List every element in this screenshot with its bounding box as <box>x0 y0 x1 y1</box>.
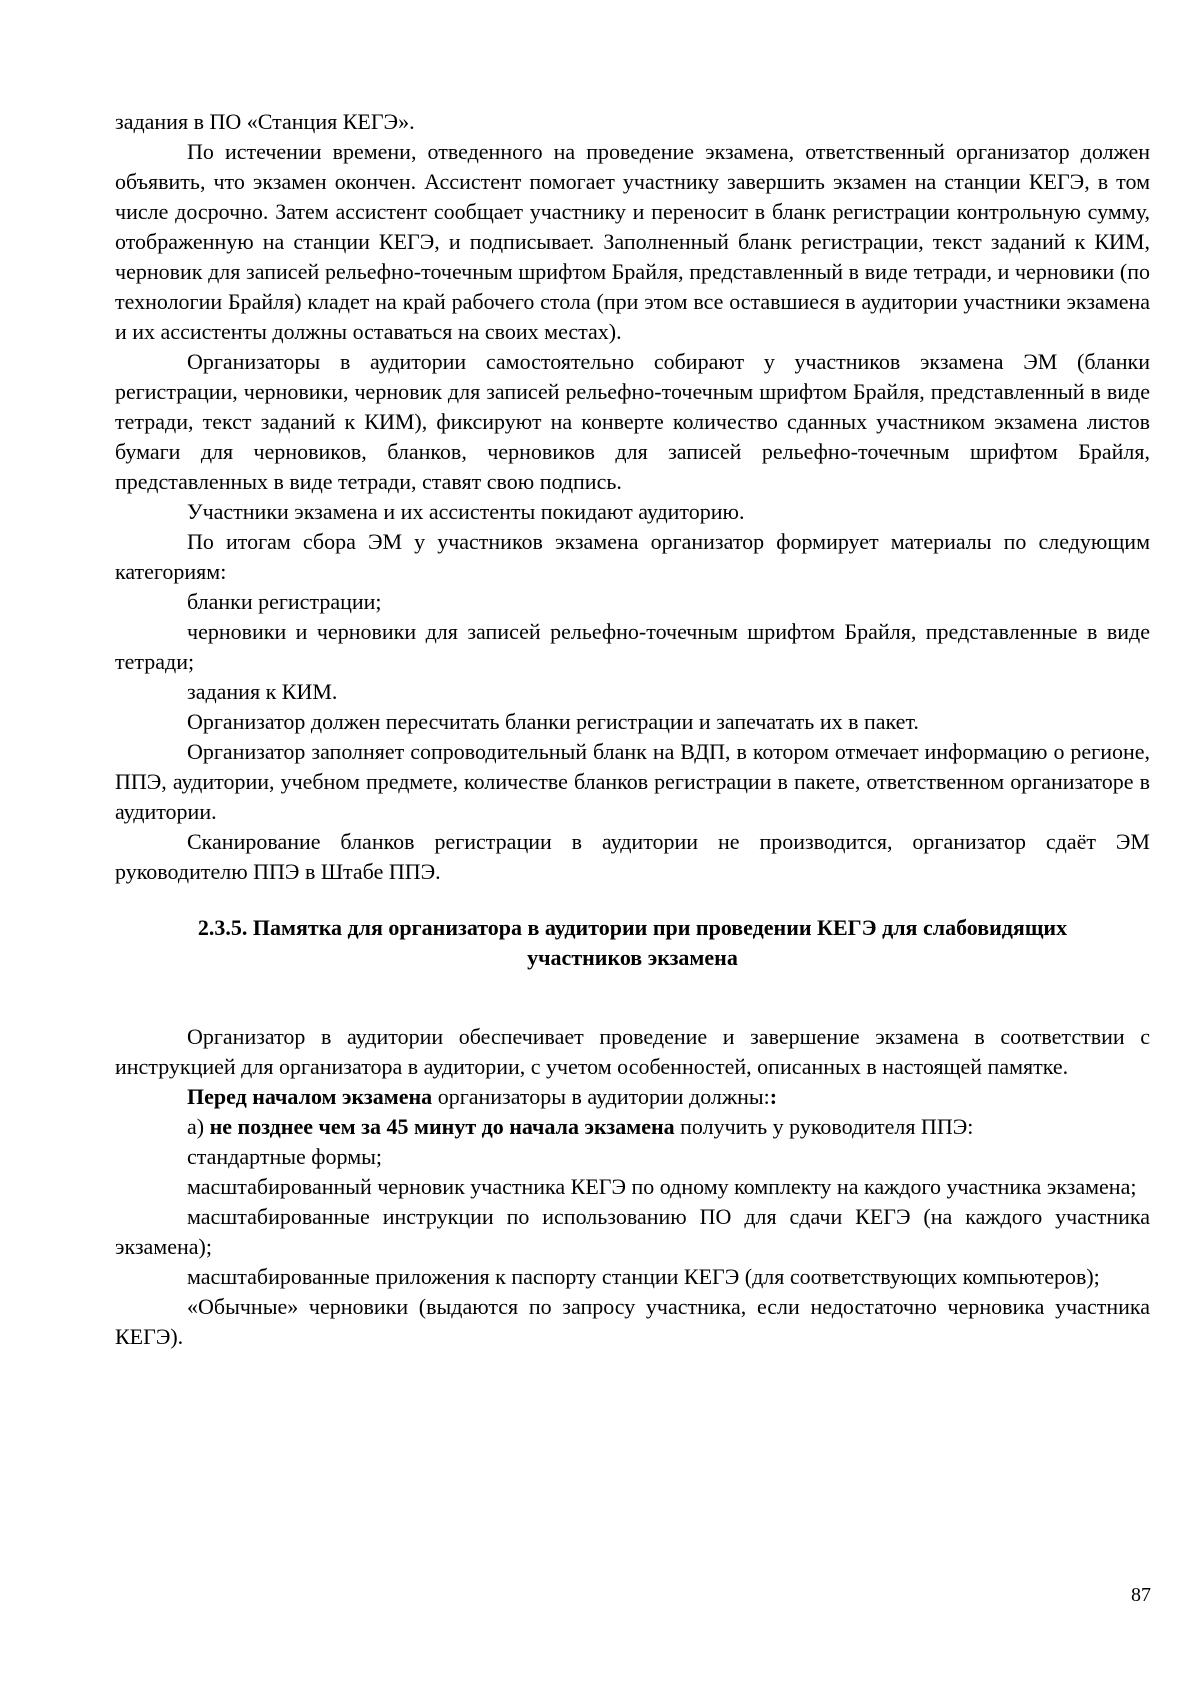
section-heading: 2.3.5. Памятка для организатора в аудитории при проведении КЕГЭ для слабовидящих участников экзамена <box>197 915 1068 970</box>
paragraph-sort-materials: По итогам сбора ЭМ у участников экзамена организатор формирует материалы по следующим категориям: <box>115 529 1150 584</box>
list-item-kim-tasks: задания к КИМ. <box>187 679 338 704</box>
page-number: 87 <box>1131 1584 1151 1606</box>
paragraph-cover-form: Организатор заполняет сопроводительный бланк на ВДП, в котором отмечает информацию о регионе, ППЭ, аудитории, учебном предмете, количестве бланков регистрации в пакете, ответственном организаторе в аудитории. <box>115 739 1150 824</box>
paragraph-item-a <box>115 1112 1150 1142</box>
before-exam-bold: Перед началом экзамена <box>187 1084 433 1109</box>
paragraph-collect-materials: Организаторы в аудитории самостоятельно собирают у участников экзамена ЭМ (бланки регистрации, черновики, черновик для записей рельефно-точечным шрифтом Брайля, представленный в виде тетради, текст заданий к КИМ), фиксируют на конверте количество сданных участником экзамена листов бумаги для черновиков, бланков, черновиков для записей рельефно-точечным шрифтом Брайля, представленных в виде тетради, ставят свою подпись. <box>115 349 1150 494</box>
paragraph-count-and-seal: Организатор должен пересчитать бланки регистрации и запечатать их в пакет. <box>187 709 919 734</box>
before-exam-rest: организаторы в аудитории должны: <box>432 1084 770 1109</box>
paragraph-before-exam <box>115 1082 1150 1112</box>
list-item-drafts: черновики и черновики для записей рельефно-точечным шрифтом Брайля, представленные в виде тетради; <box>115 619 1150 674</box>
list-item-registration-forms: бланки регистрации; <box>187 589 382 614</box>
item-a-rest: получить у руководителя ППЭ: <box>674 1114 974 1139</box>
paragraph-no-scanning: Сканирование бланков регистрации в аудитории не производится, организатор сдаёт ЭМ руководителю ППЭ в Штабе ППЭ. <box>115 829 1150 884</box>
list-item-scaled-appendices: масштабированные приложения к паспорту станции КЕГЭ (для соответствующих компьютеров); <box>187 1264 1100 1289</box>
item-a-bold: не позднее чем за 45 минут до начала экзамена <box>209 1114 675 1139</box>
item-a-prefix: а) <box>187 1114 210 1139</box>
document-page <box>115 107 1150 1352</box>
paragraph-continuation: задания в ПО «Станция КЕГЭ». <box>115 109 415 134</box>
list-item-scaled-draft: масштабированный черновик участника КЕГЭ по одному комплекту на каждого участника экзамена; <box>187 1174 1137 1199</box>
list-item-standard-forms: стандартные формы; <box>187 1144 383 1169</box>
paragraph-exam-end: По истечении времени, отведенного на проведение экзамена, ответственный организатор должен объявить, что экзамен окончен. Ассистент помогает участнику завершить экзамен на станции КЕГЭ, в том числе досрочно. Затем ассистент сообщает участнику и переносит в бланк регистрации контрольную сумму, отображенную на станции КЕГЭ, и подписывает. Заполненный бланк регистрации, текст заданий к КИМ, черновик для записей рельефно-точечным шрифтом Брайля, представленный в виде тетради, и черновики (по технологии Брайля) кладет на край рабочего стола (при этом все оставшиеся в аудитории участники экзамена и их ассистенты должны оставаться на своих местах). <box>115 139 1150 344</box>
list-item-ordinary-drafts: «Обычные» черновики (выдаются по запросу участника, если недостаточно черновика участника КЕГЭ). <box>115 1294 1150 1349</box>
before-exam-bold-colon: : <box>769 1084 778 1109</box>
paragraph-leave-room: Участники экзамена и их ассистенты покидают аудиторию. <box>187 499 745 524</box>
list-item-scaled-instructions: масштабированные инструкции по использованию ПО для сдачи КЕГЭ (на каждого участника экзамена); <box>115 1204 1150 1259</box>
paragraph-intro: Организатор в аудитории обеспечивает проведение и завершение экзамена в соответствии с инструкцией для организатора в аудитории, с учетом особенностей, описанных в настоящей памятке. <box>115 1024 1150 1079</box>
